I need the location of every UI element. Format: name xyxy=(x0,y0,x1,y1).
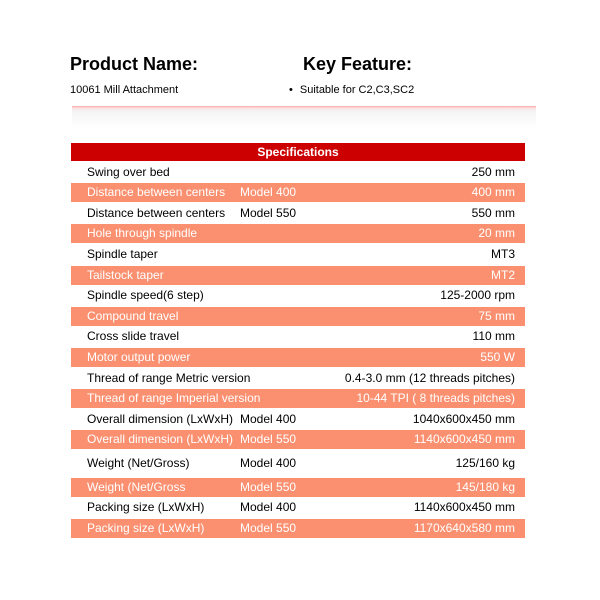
spec-value: 145/180 kg xyxy=(455,479,515,494)
spec-value: 1170x640x580 mm xyxy=(413,520,515,535)
spec-row xyxy=(71,519,525,538)
spec-model: Model 550 xyxy=(240,520,297,535)
spec-value: 75 mm xyxy=(478,308,515,323)
spec-label: Distance between centers xyxy=(87,205,226,220)
spec-label: Motor output power xyxy=(87,349,191,364)
spec-label: Compound travel xyxy=(87,308,179,323)
spec-value: MT2 xyxy=(491,267,515,282)
spec-row xyxy=(71,183,525,202)
spec-model: Model 550 xyxy=(240,205,297,220)
spec-row xyxy=(71,369,525,388)
spec-label: Overall dimension (LxWxH) xyxy=(87,432,234,447)
spec-label: Hole through spindle xyxy=(87,226,198,241)
spec-value: 125/160 kg xyxy=(455,455,515,470)
key-feature-item: • Suitable for C2,C3,SC2 xyxy=(289,84,414,96)
spec-row xyxy=(71,410,525,429)
spec-model: Model 550 xyxy=(240,432,297,447)
spec-label: Thread of range Imperial version xyxy=(87,391,261,406)
spec-value: 550 W xyxy=(480,349,515,364)
key-feature-list xyxy=(289,84,414,96)
spec-row xyxy=(71,224,525,243)
spec-value: 10-44 TPI ( 8 threads pitches) xyxy=(356,391,515,406)
spec-value: 125-2000 rpm xyxy=(440,288,515,303)
spec-label: Spindle taper xyxy=(87,246,158,261)
spec-row xyxy=(71,498,525,517)
spec-model: Model 400 xyxy=(240,185,297,200)
spec-row xyxy=(71,478,525,497)
specifications-header: Specifications xyxy=(71,143,525,161)
spec-row xyxy=(71,327,525,346)
spec-model: Model 400 xyxy=(240,411,297,426)
spec-value: 1140x600x450 mm xyxy=(413,432,515,447)
spec-value: MT3 xyxy=(491,246,515,261)
spec-model: Model 550 xyxy=(240,479,297,494)
spec-label: Distance between centers xyxy=(87,185,226,200)
spec-row xyxy=(71,204,525,223)
spec-row xyxy=(71,451,525,476)
spec-label: Swing over bed xyxy=(87,164,170,179)
decorative-divider-band xyxy=(72,106,536,128)
spec-row xyxy=(71,389,525,408)
specifications-table xyxy=(71,143,525,538)
spec-label: Weight (Net/Gross) xyxy=(87,455,190,470)
spec-value: 20 mm xyxy=(478,226,515,241)
product-name-heading: Product Name: xyxy=(70,54,199,74)
spec-row xyxy=(71,266,525,285)
spec-value: 1140x600x450 mm xyxy=(413,500,515,515)
spec-label: Cross slide travel xyxy=(87,329,180,344)
spec-label: Weight (Net/Gross xyxy=(87,479,186,494)
specifications-rows xyxy=(71,163,525,538)
spec-value: 400 mm xyxy=(471,185,515,200)
spec-label: Spindle speed(6 step) xyxy=(87,288,204,303)
spec-model: Model 400 xyxy=(240,500,297,515)
spec-row xyxy=(71,307,525,326)
spec-value: 550 mm xyxy=(471,205,515,220)
spec-label: Thread of range Metric version xyxy=(87,370,251,385)
spec-label: Tailstock taper xyxy=(87,267,164,282)
spec-row xyxy=(71,163,525,182)
spec-row xyxy=(71,430,525,449)
spec-row xyxy=(71,348,525,367)
spec-value: 1040x600x450 mm xyxy=(412,411,515,426)
spec-label: Overall dimension (LxWxH) xyxy=(87,411,234,426)
spec-value: 0.4-3.0 mm (12 threads pitches) xyxy=(344,370,515,385)
spec-value: 250 mm xyxy=(471,164,515,179)
spec-row xyxy=(71,286,525,305)
spec-label: Packing size (LxWxH) xyxy=(87,500,205,515)
spec-row xyxy=(71,245,525,264)
spec-label: Packing size (LxWxH) xyxy=(87,520,205,535)
spec-value: 110 mm xyxy=(472,329,515,344)
product-name-value: 10061 Mill Attachment xyxy=(70,84,179,96)
spec-model: Model 400 xyxy=(240,455,297,470)
key-feature-heading: Key Feature: xyxy=(303,54,413,74)
